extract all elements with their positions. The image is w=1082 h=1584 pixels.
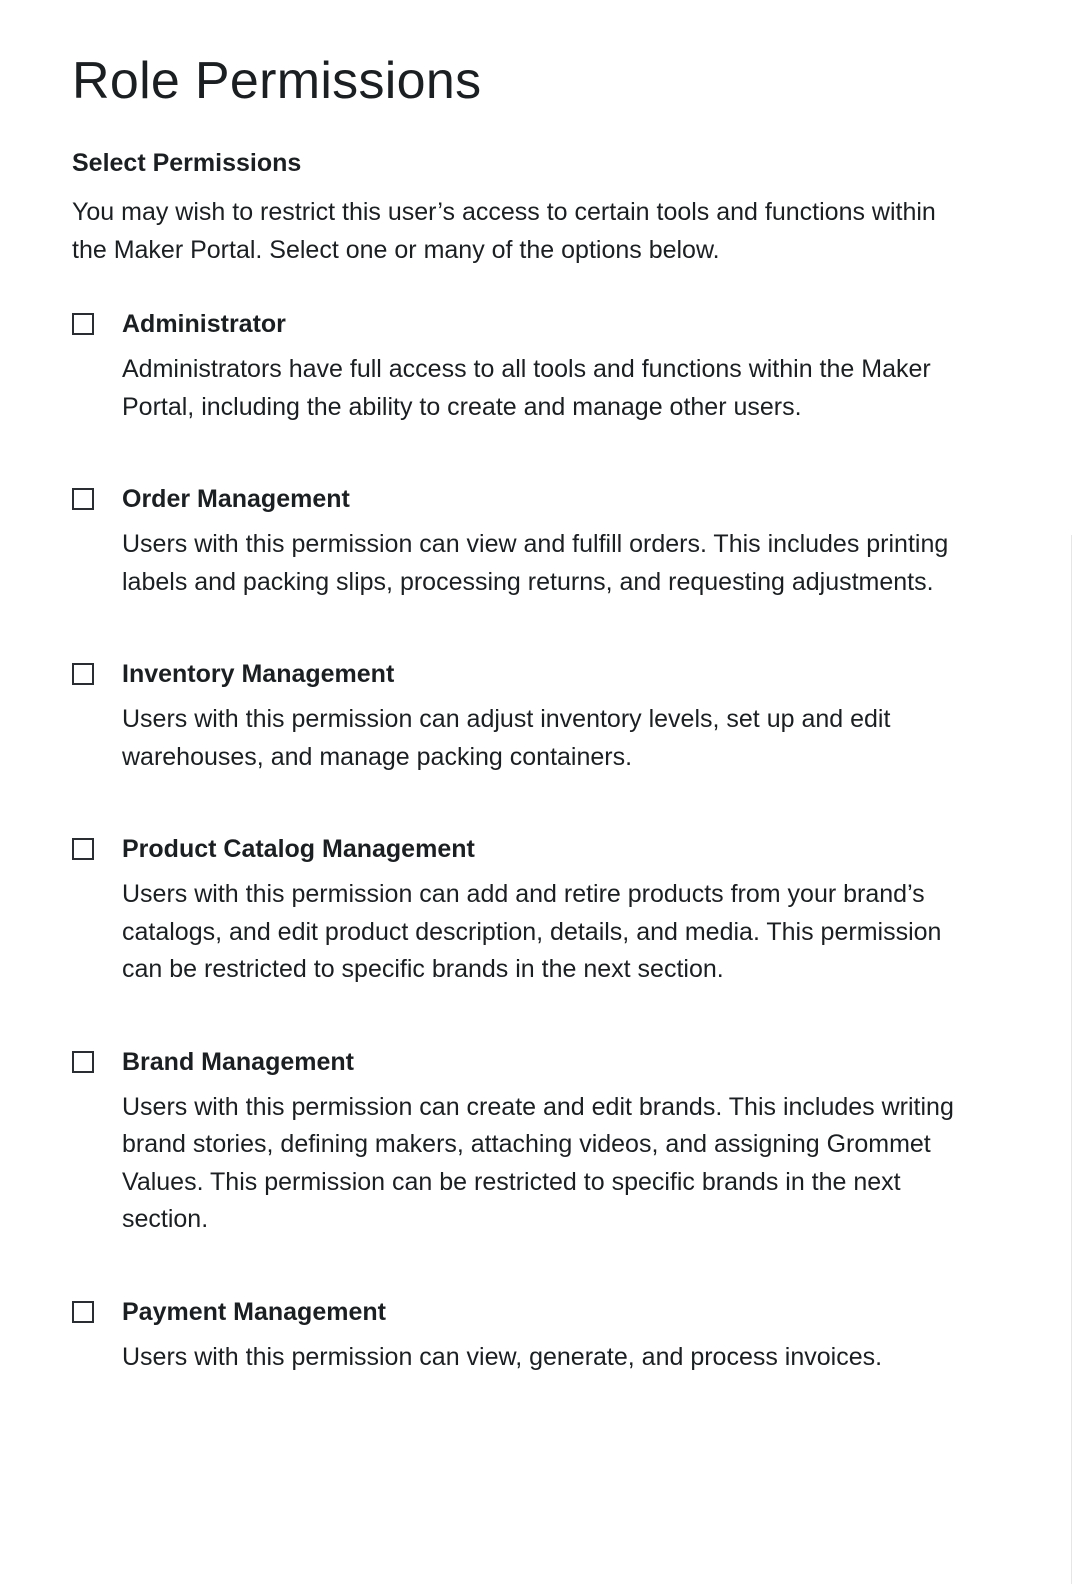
permission-item-inventory-management xyxy=(72,659,1010,776)
permission-description: Users with this permission can add and retire products from your brand’s catalogs, and edit product description, details, and media. This permission can be restricted to specific brands in the next section. xyxy=(122,880,942,983)
permission-description: Administrators have full access to all tools and functions within the Maker Portal, including the ability to create and manage other users. xyxy=(122,355,931,421)
permission-item-brand-management xyxy=(72,1047,1010,1239)
inventory-management-checkbox[interactable] xyxy=(72,663,94,685)
permission-label[interactable]: Product Catalog Management xyxy=(122,835,475,863)
order-management-checkbox[interactable] xyxy=(72,488,94,510)
payment-management-checkbox[interactable] xyxy=(72,1301,94,1323)
administrator-checkbox[interactable] xyxy=(72,313,94,335)
permission-label[interactable]: Inventory Management xyxy=(122,660,395,688)
permission-description: Users with this permission can view and fulfill orders. This includes printing labels and packing slips, processing returns, and requesting adjustments. xyxy=(122,530,949,596)
permission-description: Users with this permission can adjust inventory levels, set up and edit warehouses, and manage packing containers. xyxy=(122,705,891,771)
permission-item-product-catalog-management xyxy=(72,834,1010,989)
panel-edge-divider xyxy=(1071,535,1072,1584)
product-catalog-management-checkbox[interactable] xyxy=(72,838,94,860)
permission-list xyxy=(72,309,1010,1376)
permission-description: Users with this permission can create and edit brands. This includes writing brand stories, defining makers, attaching videos, and assigning Grommet Values. This permission can be restricted to specific brands in the next section. xyxy=(122,1092,954,1233)
permission-label[interactable]: Administrator xyxy=(122,310,286,338)
section-title: Select Permissions xyxy=(72,149,302,177)
brand-management-checkbox[interactable] xyxy=(72,1051,94,1073)
permission-label[interactable]: Payment Management xyxy=(122,1297,386,1326)
permission-label[interactable]: Order Management xyxy=(122,485,350,513)
permission-item-order-management xyxy=(72,484,1010,601)
permission-description: Users with this permission can view, generate, and process invoices. xyxy=(122,1342,883,1371)
permission-label[interactable]: Brand Management xyxy=(122,1047,354,1076)
permission-item-payment-management xyxy=(72,1297,1010,1377)
permission-item-administrator xyxy=(72,309,1010,426)
page-title: Role Permissions xyxy=(72,52,482,110)
section-intro: You may wish to restrict this user’s access to certain tools and functions within the Maker Portal. Select one or many of the options below. xyxy=(72,198,936,264)
